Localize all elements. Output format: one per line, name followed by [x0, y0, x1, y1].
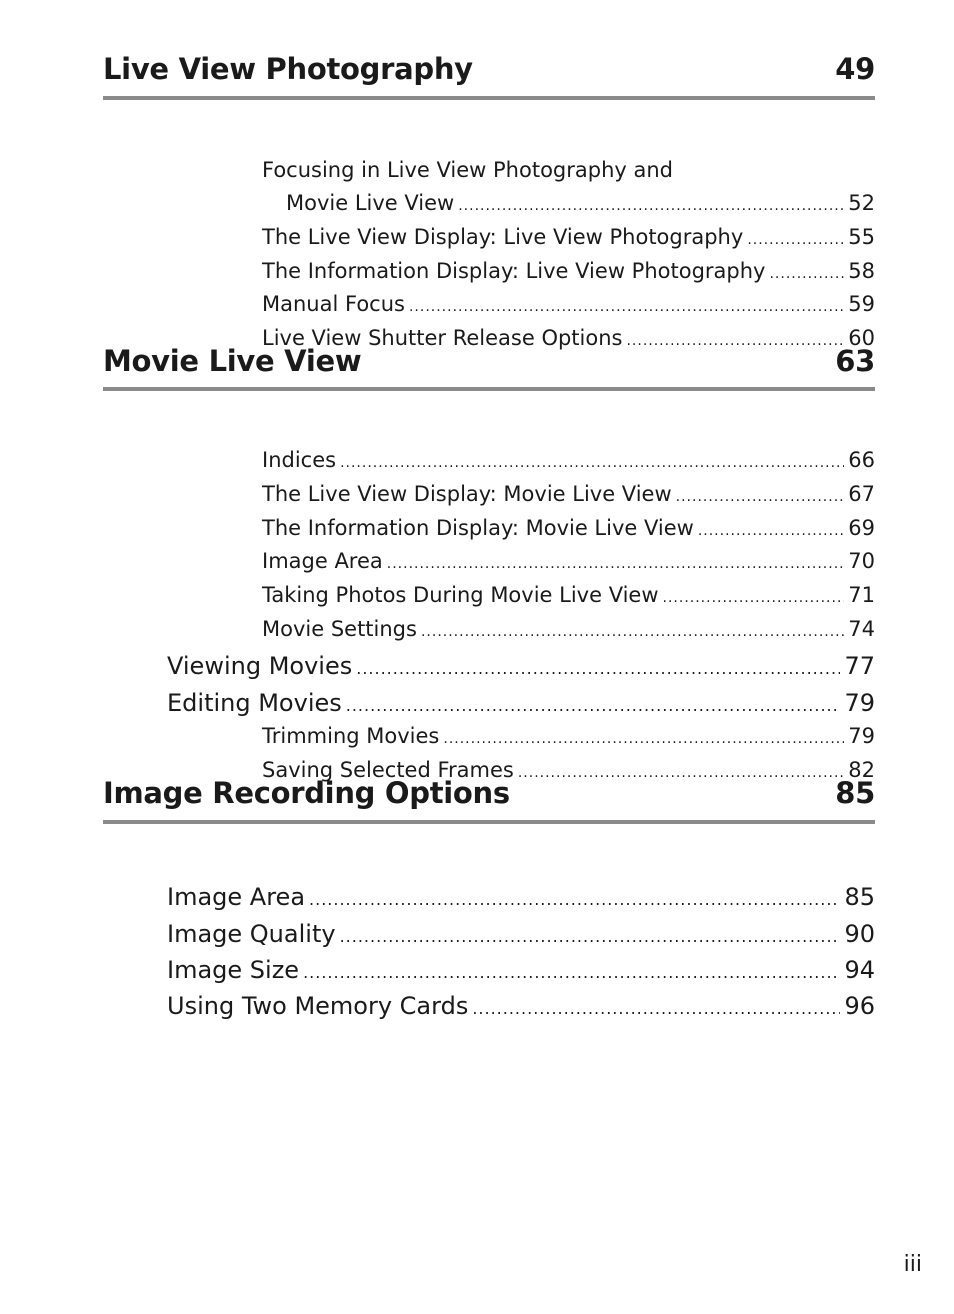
toc-entry-label: The Live View Display: Movie Live View: [262, 482, 672, 506]
toc-entry-label: Image Area: [167, 883, 306, 911]
toc-entry[interactable]: [286, 191, 875, 215]
toc-entry-label: Using Two Memory Cards: [167, 992, 469, 1020]
toc-entry[interactable]: [262, 617, 875, 641]
toc-entry-page: 74: [848, 617, 875, 641]
section-live-view-photography: [103, 46, 875, 350]
leader-dots: [356, 659, 840, 678]
toc-entry-page: 69: [848, 516, 875, 540]
leader-dots: [346, 696, 841, 715]
leader-dots: [340, 927, 841, 946]
toc-entry[interactable]: [262, 549, 875, 573]
toc-entry-label: The Information Display: Live View Photography: [262, 259, 766, 283]
toc-entry[interactable]: [262, 292, 875, 316]
section-title: Movie Live View: [103, 344, 362, 378]
toc-entry[interactable]: [262, 259, 875, 283]
section-heading: [103, 46, 875, 86]
toc-entry-label: Manual Focus: [262, 292, 405, 316]
toc-entry-page: 70: [848, 549, 875, 573]
section-page: 85: [835, 776, 875, 810]
leader-dots: [309, 890, 840, 909]
page-number: iii: [903, 1252, 922, 1277]
toc-entry-label: Movie Settings: [262, 617, 417, 641]
section-title: Image Recording Options: [103, 776, 510, 810]
toc-entry-label: Image Area: [262, 549, 383, 573]
section-divider: [103, 387, 875, 391]
section-image-recording-options: [103, 770, 875, 1020]
section-divider: [103, 820, 875, 824]
toc-entry-page: 79: [848, 724, 875, 748]
leader-dots: [676, 489, 845, 505]
toc-entry-page: 58: [848, 259, 875, 283]
toc-entry-label: Taking Photos During Movie Live View: [262, 583, 659, 607]
toc-entry-page: 52: [848, 191, 875, 215]
toc-entry-label: Image Size: [167, 956, 300, 984]
section-movie-live-view: [103, 338, 875, 782]
toc-entry[interactable]: [167, 883, 875, 911]
toc-entry-label: The Information Display: Movie Live View: [262, 516, 694, 540]
toc-entry-page: 82: [848, 758, 875, 782]
toc-entry[interactable]: [167, 956, 875, 984]
toc-entry-label: Indices: [262, 448, 337, 472]
toc-entry-label: Saving Selected Frames: [262, 758, 514, 782]
toc-entry-page: 60: [848, 326, 875, 350]
toc-entry[interactable]: [262, 583, 875, 607]
toc-entry-label: Movie Live View: [286, 191, 455, 215]
leader-dots: [340, 455, 844, 471]
toc-entry[interactable]: [262, 482, 875, 506]
toc-entry-page: 66: [848, 448, 875, 472]
section-page: 49: [835, 52, 875, 86]
leader-dots: [698, 523, 844, 539]
toc-entry-label: The Live View Display: Live View Photography: [262, 225, 744, 249]
leader-dots: [303, 963, 840, 982]
leader-dots: [769, 266, 844, 282]
section-page: 63: [835, 344, 875, 378]
toc-entry-page: 77: [844, 652, 875, 680]
toc-entry[interactable]: [167, 652, 875, 680]
toc-entry-page: 55: [848, 225, 875, 249]
toc-entry-page: 96: [844, 992, 875, 1020]
toc-entry-page: 71: [848, 583, 875, 607]
leader-dots: [458, 198, 844, 214]
toc-entry-page: 85: [844, 883, 875, 911]
toc-entry-label: Live View Shutter Release Options: [262, 326, 623, 350]
section-heading: [103, 770, 875, 810]
toc-entry[interactable]: [262, 448, 875, 472]
toc-entry[interactable]: [167, 920, 875, 948]
leader-dots: [409, 299, 844, 315]
section-divider: [103, 96, 875, 100]
leader-dots: [472, 999, 840, 1018]
leader-dots: [387, 556, 844, 572]
section-heading: [103, 338, 875, 378]
toc-entry[interactable]: [262, 225, 875, 249]
toc-entry[interactable]: [167, 689, 875, 717]
toc-entry-label: Image Quality: [167, 920, 336, 948]
toc-entry[interactable]: [262, 516, 875, 540]
toc-entry-label: Trimming Movies: [262, 724, 440, 748]
leader-dots: [663, 590, 845, 606]
toc-entry-page: 94: [844, 956, 875, 984]
toc-entry[interactable]: [262, 724, 875, 748]
toc-entry-label-line1: Focusing in Live View Photography and: [262, 158, 673, 182]
toc-entry-page: 67: [848, 482, 875, 506]
leader-dots: [443, 731, 844, 747]
toc-entry[interactable]: [167, 992, 875, 1020]
leader-dots: [421, 624, 844, 640]
toc-entry-page: 59: [848, 292, 875, 316]
leader-dots: [747, 232, 844, 248]
toc-entry-page: 79: [844, 689, 875, 717]
toc-entry-page: 90: [844, 920, 875, 948]
toc-entry-label: Editing Movies: [167, 689, 342, 717]
section-title: Live View Photography: [103, 52, 473, 86]
toc-entry-label: Viewing Movies: [167, 652, 353, 680]
